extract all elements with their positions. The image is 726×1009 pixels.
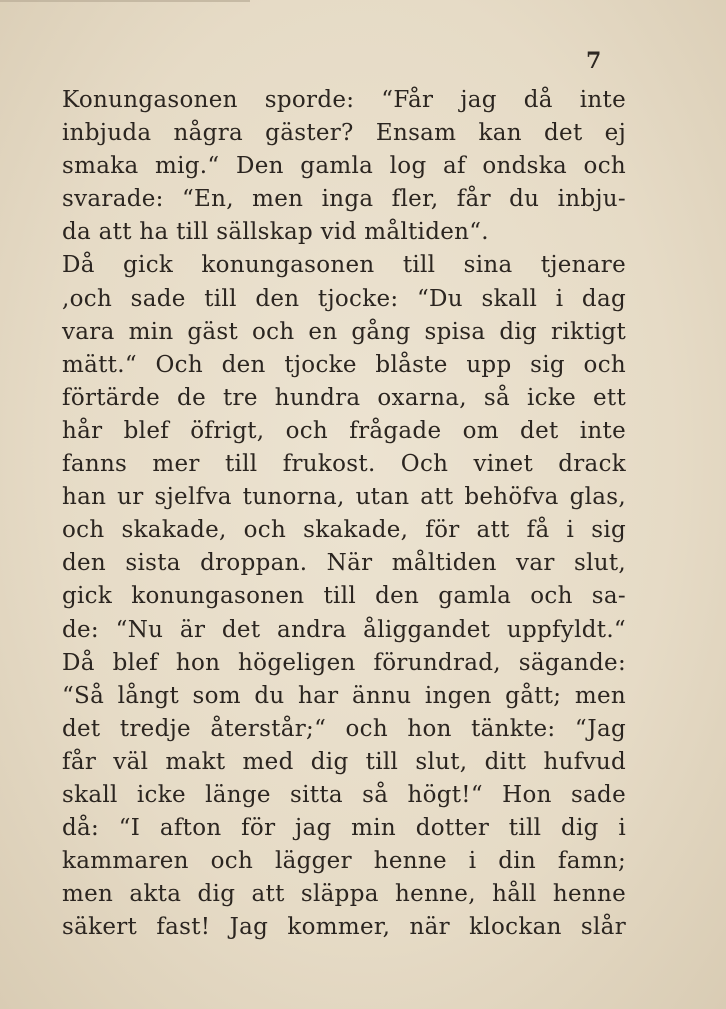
text-line-12: fanns mer till frukost. Och vinet drack	[62, 451, 626, 478]
top-edge-rule	[0, 0, 250, 2]
text-line-24: kammaren och lägger henne i din famn;	[62, 848, 626, 875]
text-line-7: ,och sade till den tjocke: “Du skall i dag	[62, 285, 626, 312]
text-line-15: den sista droppan. När måltiden var slut,	[62, 550, 626, 577]
text-line-1: Konungasonen sporde: “Får jag då inte	[62, 87, 626, 113]
text-line-16: gick konungasonen till den gamla och sa-	[62, 583, 626, 610]
text-line-26: säkert fast! Jag kommer, när klockan slår	[62, 914, 626, 941]
text-line-19: “Så långt som du har ännu ingen gått; men	[62, 682, 626, 709]
body-text	[62, 84, 626, 944]
text-line-3: smaka mig.“ Den gamla log af ondska och	[62, 153, 626, 180]
text-line-22: skall icke länge sitta så högt!“ Hon sade	[62, 781, 626, 808]
text-line-17: de: “Nu är det andra åliggandet uppfyldt.“	[62, 616, 626, 643]
text-line-4: svarade: “En, men inga fler, får du inbju-	[62, 186, 626, 213]
page-number: 7	[586, 48, 602, 74]
text-line-23: då: “I afton för jag min dotter till dig i	[62, 815, 626, 842]
text-line-6: Då gick konungasonen till sina tjenare	[62, 252, 626, 279]
text-line-21: får väl makt med dig till slut, ditt hufvud	[62, 748, 626, 775]
text-line-8: vara min gäst och en gång spisa dig riktigt	[62, 318, 626, 345]
text-line-5: da att ha till sällskap vid måltiden“.	[62, 219, 489, 246]
text-line-9: mätt.“ Och den tjocke blåste upp sig och	[62, 351, 626, 378]
text-line-13: han ur sjelfva tunorna, utan att behöfva glas,	[62, 484, 626, 511]
text-line-11: hår blef öfrigt, och frågade om det inte	[62, 417, 626, 444]
text-line-10: förtärde de tre hundra oxarna, så icke ett	[62, 384, 626, 411]
text-line-25: men akta dig att släppa henne, håll henne	[62, 881, 626, 908]
text-line-18: Då blef hon högeligen förundrad, sägande:	[62, 649, 626, 676]
text-line-2: inbjuda några gäster? Ensam kan det ej	[62, 120, 626, 147]
text-line-20: det tredje återstår;“ och hon tänkte: “Jag	[62, 715, 626, 742]
text-line-14: och skakade, och skakade, för att få i sig	[62, 517, 626, 544]
